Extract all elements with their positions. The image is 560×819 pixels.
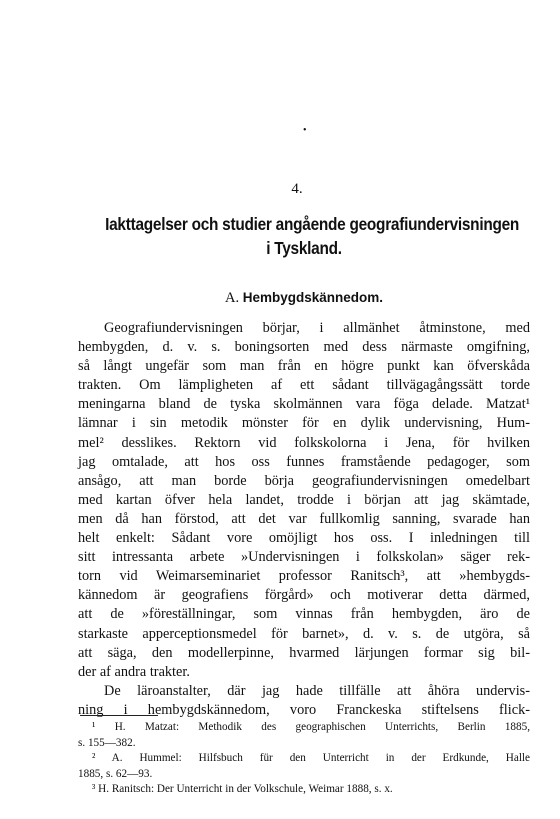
text-line: så långt ungefär som man från en högre punkt kan öfverskåda [78,358,530,375]
text-line: torn vid Weimarseminariet professor Ranitsch³, att »hembygds- [78,568,530,585]
text-line: att de »föreställningar, som vinnas från hembygden, äro de [78,606,530,623]
section-title: Hembygdskännedom. [242,290,383,305]
chapter-title [105,212,520,260]
chapter-title-line: Iakttagelser och studier angående geografiundervisningen [105,214,520,234]
chapter-title-line: i Tyskland. [266,238,342,258]
footnote-line: 1885, s. 62—93. [78,767,153,780]
footnotes [78,720,530,798]
page-mark: • [303,125,307,136]
chapter-number: 4. [291,181,303,197]
text-line: ning i hembygdskännedom, voro Franckeska stiftelsens flick- [78,701,530,718]
body-text [78,319,530,720]
text-line: jag omtalade, att hos oss funnes framstående pedagoger, som [78,453,530,470]
text-line: Geografiundervisningen börjar, i allmänhet åtminstone, med [104,320,530,336]
text-line: att säga, den modellerpinne, hvarmed lärjungen formar sig bil- [78,644,530,661]
text-line: sitt intressanta arbete »Undervisningen i folkskolan» säger rek- [78,549,530,566]
text-line: helt enkelt: Sådant vore omöjligt hos oss. I inledningen till [78,530,530,547]
section-heading [78,290,530,307]
footnote-rule [80,715,158,716]
text-line: med kartan öfver hela landet, trodde i början att jag skämtade, [78,491,530,508]
text-line: starkaste apperceptionsmedel för barnet», d. v. s. de utgöra, så [78,625,530,642]
text-line: mel² desslikes. Rektorn vid folkskolorna i Jena, för hvilken [78,434,530,451]
text-line: hembygden, d. v. s. boningsorten med dess närmaste omgifning, [78,339,530,356]
footnote-line: ³ H. Ranitsch: Der Unterricht in der Volkschule, Weimar 1888, s. x. [92,783,393,795]
text-line: De läroanstalter, där jag hade tillfälle att åhöra undervis- [104,682,530,699]
text-line: ansågo, att man borde börja geografiundervisningen omedelbart [78,472,530,489]
footnote-line: ² A. Hummel: Hilfsbuch für den Unterricht in der Erdkunde, Halle [92,752,530,764]
footnote-line: ¹ H. Matzat: Methodik des geographischen Unterrichts, Berlin 1885, [92,721,530,733]
text-line: der af andra trakter. [78,663,190,680]
footnote-line: s. 155—382. [78,736,136,749]
text-line: meningarna bland de tyska skolmännen vara föga delade. Matzat¹ [78,396,530,413]
section-letter: A. [224,290,240,306]
text-line: trakten. Om lämpligheten af ett sådant tillvägagångssätt torde [78,377,530,394]
text-line: lämnar i sin metodik mönster för en dylik undervisning, Hum- [78,415,530,432]
text-line: men då han förstod, att det var fullkomlig sanning, svarade han [78,510,530,527]
text-line: kännedom är geografiens förgård» och motiverar detta därmed, [78,587,530,604]
